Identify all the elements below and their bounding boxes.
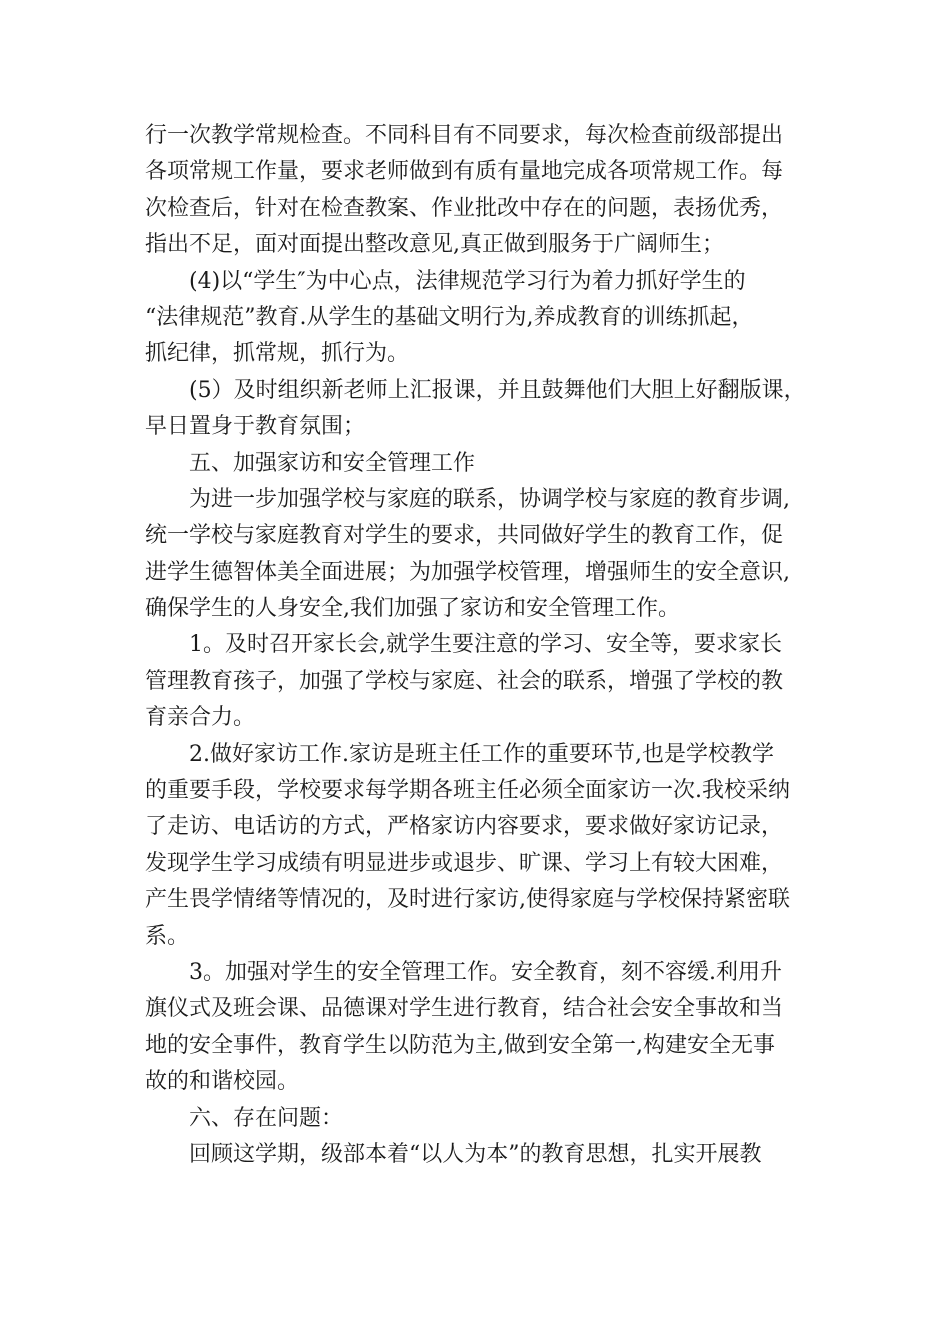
text-line: 统一学校与家庭教育对学生的要求，共同做好学生的教育工作，促 (145, 523, 784, 549)
text-line: (4)以“学生″为中心点，法律规范学习行为着力抓好学生的 (189, 268, 746, 294)
text-line: 的重要手段，学校要求每学期各班主任必须全面家访一次.我校采纳 (145, 778, 790, 804)
text-line: 行一次教学常规检查。不同科目有不同要求，每次检查前级部提出 (145, 123, 784, 148)
text-line: 2.做好家访工作.家访是班主任工作的重要环节,也是学校教学 (189, 741, 774, 767)
text-line: 管理教育孩子，加强了学校与家庭、社会的联系，增强了学校的教 (145, 668, 784, 694)
text-line: 3。加强对学生的安全管理工作。安全教育，刻不容缓.利用升 (189, 959, 782, 985)
text-line: 故的和谐校园。 (145, 1069, 300, 1095)
text-line: “法律规范”教育.从学生的基础文明行为,养成教育的训练抓起， (145, 304, 754, 330)
text-line: 地的安全事件，教育学生以防范为主,做到安全第一,构建安全无事 (145, 1032, 775, 1058)
text-line: (5）及时组织新老师上汇报课，并且鼓舞他们大胆上好翻版课， (189, 377, 806, 403)
text-line: 五、加强家访和安全管理工作 (189, 450, 476, 476)
text-line: 次检查后，针对在检查教案、作业批改中存在的问题，表扬优秀， (145, 195, 784, 221)
text-line: 系。 (145, 923, 190, 949)
text-line: 育亲合力。 (145, 705, 256, 731)
text-line: 发现学生学习成绩有明显进步或退步、旷课、学习上有较大困难， (145, 850, 784, 876)
text-line: 六、存在问题： (189, 1105, 344, 1131)
text-line: 抓纪律，抓常规，抓行为。 (145, 341, 410, 367)
document-body (145, 118, 825, 1173)
text-line: 各项常规工作量，要求老师做到有质有量地完成各项常规工作。每 (145, 159, 784, 185)
text-line: 为进一步加强学校与家庭的联系，协调学校与家庭的教育步调, (189, 486, 790, 512)
text-line: 了走访、电话访的方式，严格家访内容要求，要求做好家访记录， (145, 814, 784, 840)
text-line: 确保学生的人身安全,我们加强了家访和安全管理工作。 (145, 596, 680, 622)
text-line: 早日置身于教育氛围； (145, 414, 366, 440)
text-line: 进学生德智体美全面进展；为加强学校管理，增强师生的安全意识, (145, 559, 790, 585)
text-line: 旗仪式及班会课、品德课对学生进行教育，结合社会安全事故和当 (145, 996, 784, 1022)
text-line: 回顾这学期，级部本着“以人为本”的教育思想，扎实开展教 (189, 1141, 762, 1167)
text-line: 产生畏学情绪等情况的，及时进行家访,使得家庭与学校保持紧密联 (145, 887, 790, 913)
text-line: 1。及时召开家长会,就学生要注意的学习、安全等，要求家长 (189, 632, 782, 658)
text-line: 指出不足，面对面提出整改意见,真正做到服务于广阔师生； (145, 232, 724, 258)
